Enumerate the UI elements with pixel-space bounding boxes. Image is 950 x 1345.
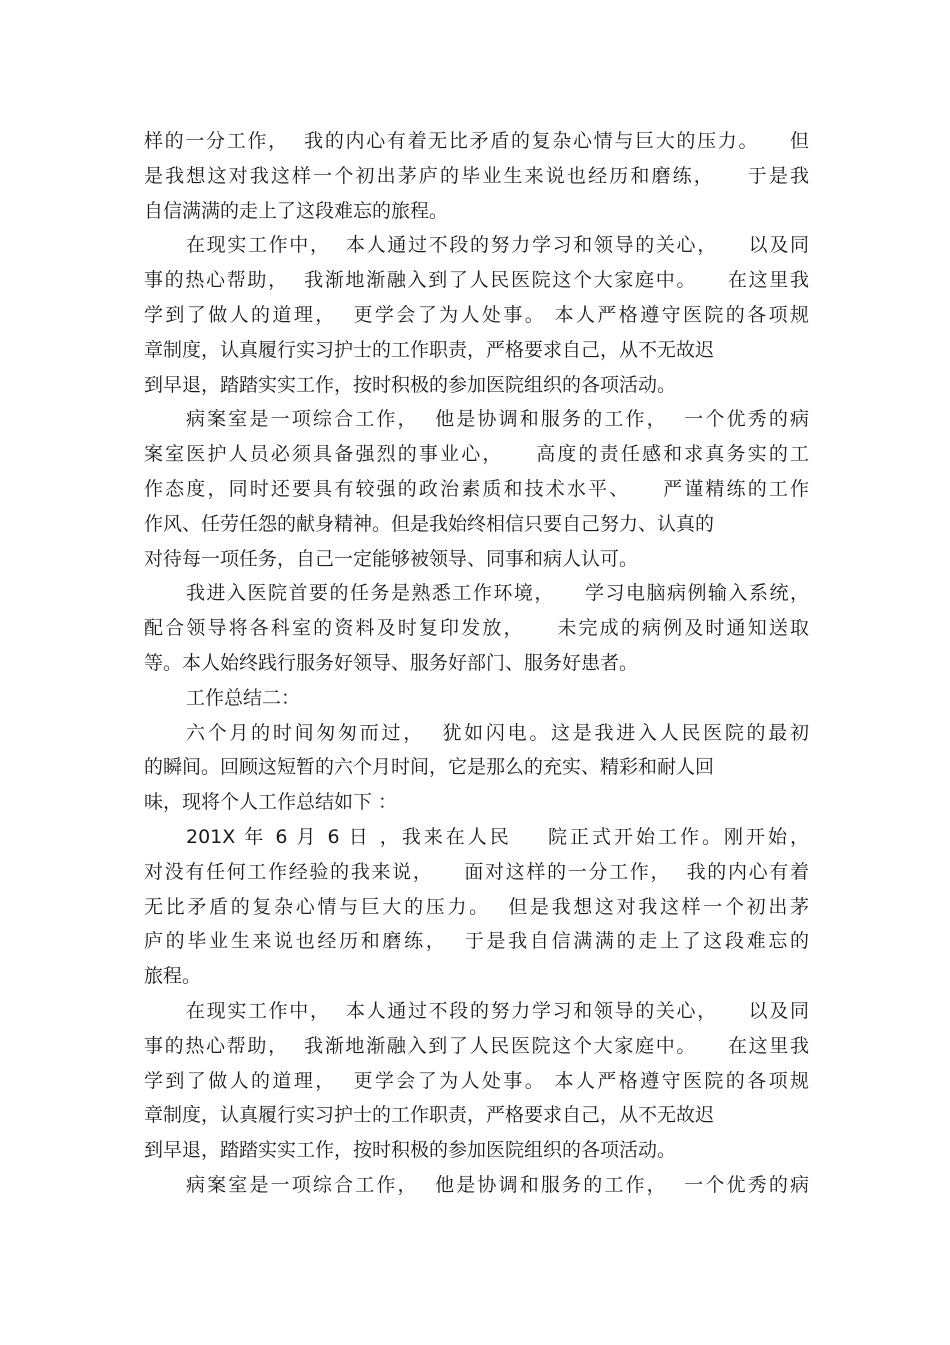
text-line: 是我想这对我这样一个初出茅庐的毕业生来说也经历和磨练， 于是我: [144, 164, 809, 187]
text-line: 章制度，认真履行实习护士的工作职责，严格要求自己，从不无故迟: [144, 338, 715, 361]
text-line: 庐的毕业生来说也经历和磨练， 于是我自信满满的走上了这段难忘的: [144, 930, 809, 953]
text-line: 案室医护人员必须具备强烈的事业心， 高度的责任感和求真务实的工: [144, 443, 809, 466]
text-line: 对待每一项任务，自己一定能够被领导、同事和病人认可。: [144, 547, 639, 570]
text-line: 201X 年 6 月 6 日 ，我来在人民 院正式开始工作。刚开始，: [186, 825, 809, 848]
text-line: 作态度，同时还要具有较强的政治素质和技术水平、 严谨精练的工作: [144, 477, 809, 500]
text-line: 等。本人始终践行服务好领导、服务好部门、服务好患者。: [144, 651, 639, 674]
text-line: 味，现将个人工作总结如下 ：: [144, 791, 398, 814]
text-line: 的瞬间。回顾这短暂的六个月时间，它是那么的充实、精彩和耐人回: [144, 756, 715, 779]
text-line: 病案室是一项综合工作， 他是协调和服务的工作， 一个优秀的病: [186, 1173, 809, 1196]
text-line: 配合领导将各科室的资料及时复印发放， 未完成的病例及时通知送取: [144, 617, 809, 640]
text-line: 章制度，认真履行实习护士的工作职责，严格要求自己，从不无故迟: [144, 1104, 715, 1127]
text-line: 旅程。: [144, 965, 202, 988]
text-line: 工作总结二：: [186, 686, 301, 709]
text-line: 在现实工作中， 本人通过不段的努力学习和领导的关心， 以及同: [186, 234, 809, 257]
text-line: 我进入医院首要的任务是熟悉工作环境， 学习电脑病例输入系统，: [186, 582, 809, 605]
text-line: 样的一分工作， 我的内心有着无比矛盾的复杂心情与巨大的压力。 但: [144, 130, 809, 152]
text-line: 事的热心帮助， 我渐地渐融入到了人民医院这个大家庭中。 在这里我: [144, 1034, 809, 1057]
text-line: 学到了做人的道理， 更学会了为人处事。 本人严格遵守医院的各项规: [144, 1069, 809, 1092]
text-line: 事的热心帮助， 我渐地渐融入到了人民医院这个大家庭中。 在这里我: [144, 269, 809, 292]
text-line: 病案室是一项综合工作， 他是协调和服务的工作， 一个优秀的病: [186, 408, 809, 431]
text-line: 到早退，踏踏实实工作，按时积极的参加医院组织的各项活动。: [144, 373, 677, 396]
text-line: 对没有任何工作经验的我来说， 面对这样的一分工作， 我的内心有着: [144, 860, 809, 883]
document-body: [144, 124, 809, 1203]
text-line: 到早退，踏踏实实工作，按时积极的参加医院组织的各项活动。: [144, 1139, 677, 1162]
text-line: 自信满满的走上了这段难忘的旅程。: [144, 199, 449, 222]
text-line: 六个月的时间匆匆而过， 犹如闪电。这是我进入人民医院的最初: [186, 721, 809, 744]
text-line: 学到了做人的道理， 更学会了为人处事。 本人严格遵守医院的各项规: [144, 303, 809, 326]
text-line: 作风、任劳任怨的献身精神。但是我始终相信只要自己努力、认真的: [144, 512, 715, 535]
text-line: 无比矛盾的复杂心情与巨大的压力。 但是我想这对我这样一个初出茅: [144, 895, 809, 918]
text-line: 在现实工作中， 本人通过不段的努力学习和领导的关心， 以及同: [186, 999, 809, 1022]
